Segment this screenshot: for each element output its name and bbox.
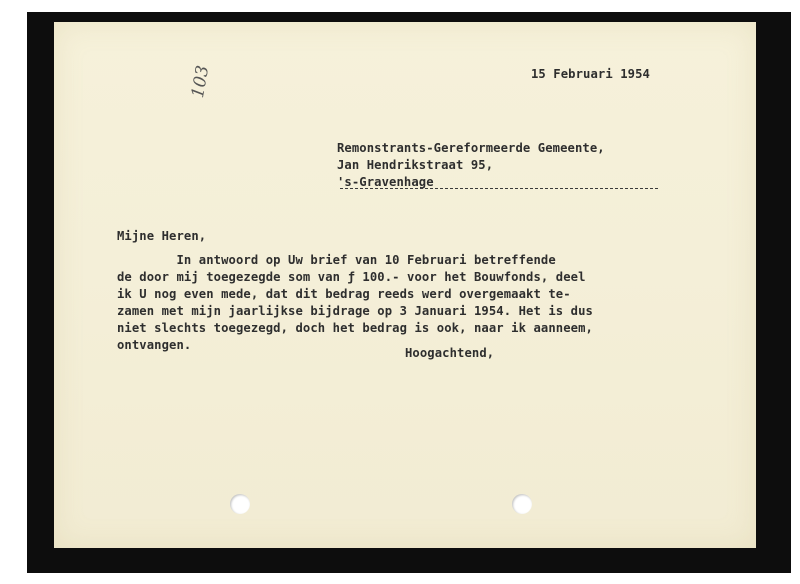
letter-date: 15 Februari 1954 (531, 67, 650, 81)
address-line-2: Jan Hendrikstraat 95, (337, 158, 494, 172)
handwritten-annotation: 103 (188, 64, 214, 100)
body-line: In antwoord op Uw brief van 10 Februari betreffende (117, 253, 556, 267)
address-line-1: Remonstrants-Gereformeerde Gemeente, (337, 141, 605, 155)
body-line: niet slechts toegezegd, doch het bedrag is ook, naar ik aanneem, (117, 321, 593, 335)
punch-hole-left (230, 494, 250, 514)
address-line-3: 's-Gravenhage (337, 175, 434, 189)
body-line: ik U nog even mede, dat dit bedrag reeds werd overgemaakt te- (117, 287, 571, 301)
closing: Hoogachtend, (405, 346, 495, 360)
address-underline (340, 188, 658, 189)
punch-hole-right (512, 494, 532, 514)
body-line: zamen met mijn jaarlijkse bijdrage op 3 Januari 1954. Het is dus (117, 304, 593, 318)
body-line: ontvangen. (117, 338, 192, 352)
body-line: de door mij toegezegde som van ƒ 100.- voor het Bouwfonds, deel (117, 270, 586, 284)
salutation: Mijne Heren, (117, 229, 207, 243)
